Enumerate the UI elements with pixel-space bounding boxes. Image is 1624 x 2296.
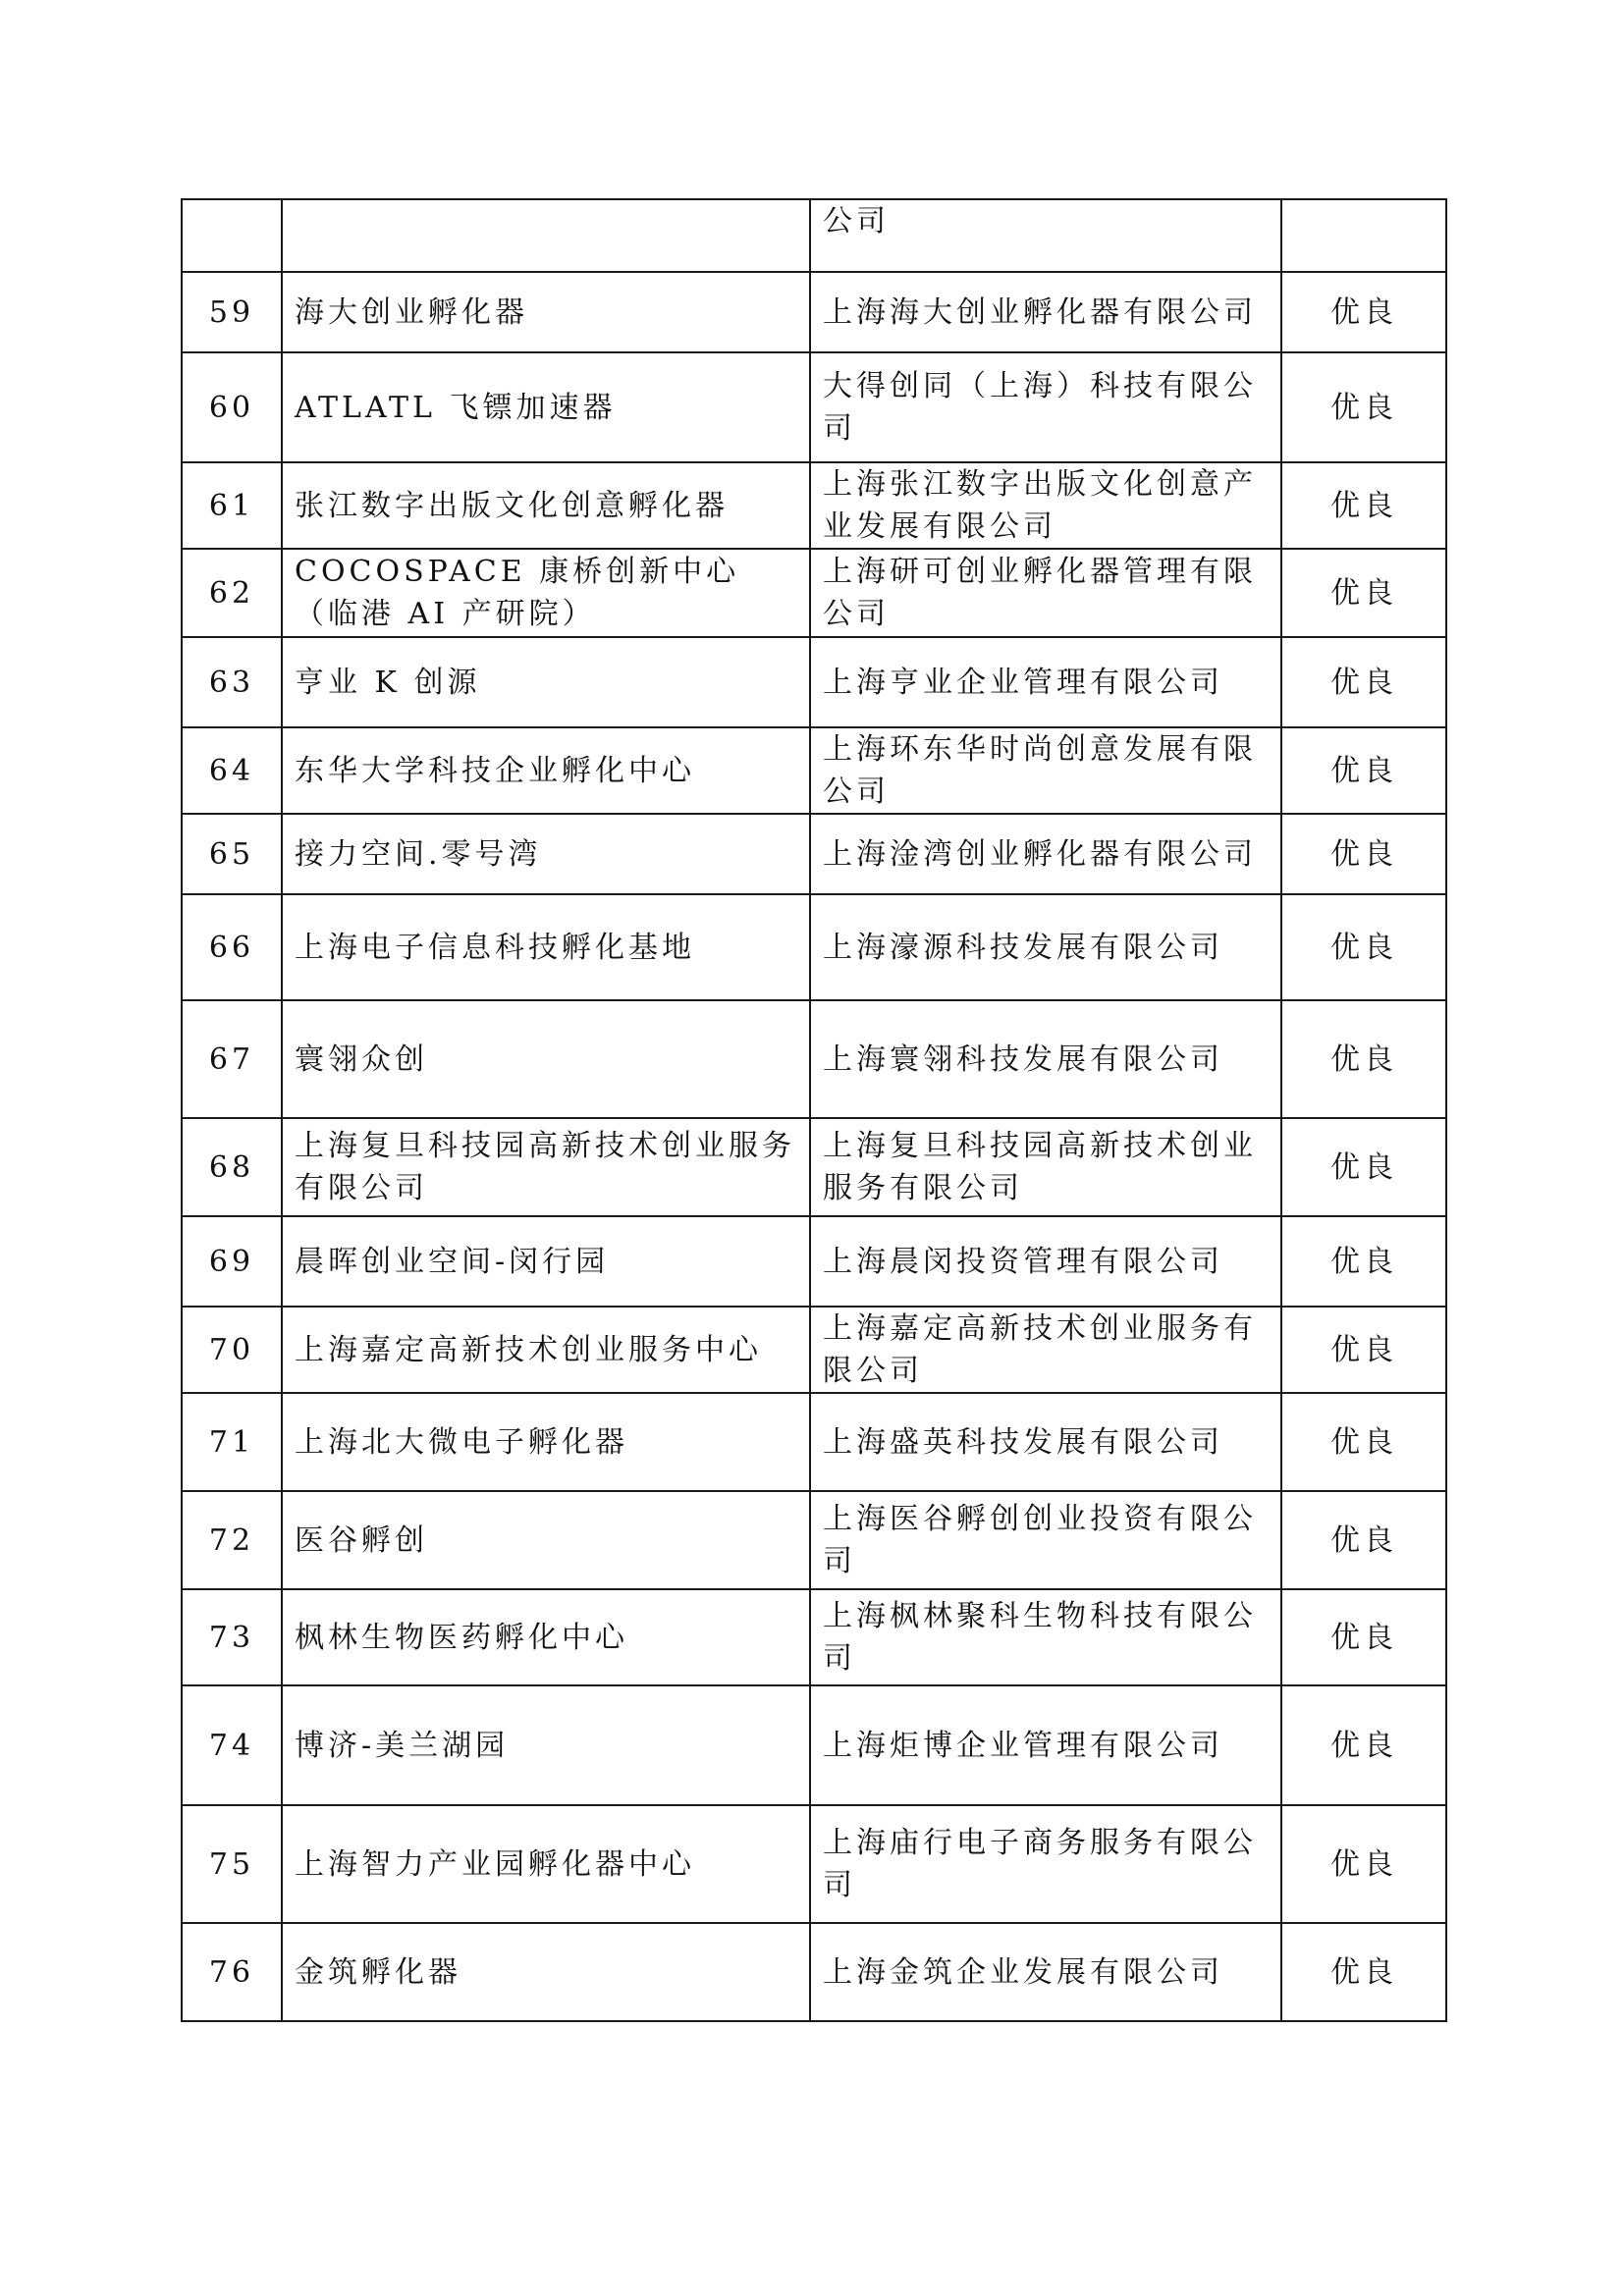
operating-company: 上海嘉定高新技术创业服务有限公司: [810, 1307, 1281, 1393]
operating-company: 上海金筑企业发展有限公司: [810, 1923, 1281, 2021]
row-number: 76: [182, 1923, 282, 2021]
operating-company: 上海张江数字出版文化创意产业发展有限公司: [810, 462, 1281, 549]
rating: 优良: [1281, 1307, 1446, 1393]
table-row: [182, 894, 1446, 1000]
incubator-name: [282, 199, 810, 272]
rating: 优良: [1281, 1589, 1446, 1685]
row-number: 65: [182, 814, 282, 894]
row-number: 70: [182, 1307, 282, 1393]
row-number: 73: [182, 1589, 282, 1685]
operating-company: 上海晨闵投资管理有限公司: [810, 1216, 1281, 1307]
table-row: [182, 1393, 1446, 1491]
rating: 优良: [1281, 1805, 1446, 1923]
incubator-name: 张江数字出版文化创意孵化器: [282, 462, 810, 549]
table-row: [182, 637, 1446, 727]
rating: 优良: [1281, 549, 1446, 637]
operating-company: 上海庙行电子商务服务有限公司: [810, 1805, 1281, 1923]
incubator-name: 寰翎众创: [282, 1000, 810, 1118]
rating: 优良: [1281, 1000, 1446, 1118]
operating-company: 上海濠源科技发展有限公司: [810, 894, 1281, 1000]
rating: 优良: [1281, 727, 1446, 814]
table-row: [182, 1216, 1446, 1307]
incubator-name: ATLATL 飞镖加速器: [282, 352, 810, 462]
table-row: [182, 814, 1446, 894]
row-number: 72: [182, 1491, 282, 1589]
table-row: [182, 272, 1446, 352]
rating: 优良: [1281, 352, 1446, 462]
table-row: [182, 352, 1446, 462]
table-row: [182, 549, 1446, 637]
row-number: 66: [182, 894, 282, 1000]
incubator-name: 上海电子信息科技孵化基地: [282, 894, 810, 1000]
rating: 优良: [1281, 1491, 1446, 1589]
table-row: [182, 1589, 1446, 1685]
row-number: 63: [182, 637, 282, 727]
row-number: 61: [182, 462, 282, 549]
row-number: 69: [182, 1216, 282, 1307]
rating: 优良: [1281, 1216, 1446, 1307]
table-row: [182, 1685, 1446, 1805]
rating: 优良: [1281, 1923, 1446, 2021]
operating-company: 上海研可创业孵化器管理有限公司: [810, 549, 1281, 637]
operating-company: 大得创同（上海）科技有限公司: [810, 352, 1281, 462]
rating: 优良: [1281, 272, 1446, 352]
incubator-name: COCOSPACE 康桥创新中心（临港 AI 产研院）: [282, 549, 810, 637]
row-number: 71: [182, 1393, 282, 1491]
operating-company: 上海淦湾创业孵化器有限公司: [810, 814, 1281, 894]
operating-company: 上海盛英科技发展有限公司: [810, 1393, 1281, 1491]
row-number: 60: [182, 352, 282, 462]
table-row: [182, 462, 1446, 549]
rating: 优良: [1281, 462, 1446, 549]
incubator-rating-table: [181, 198, 1447, 2022]
incubator-name: 晨晖创业空间-闵行园: [282, 1216, 810, 1307]
table-row: [182, 1491, 1446, 1589]
rating: 优良: [1281, 1393, 1446, 1491]
incubator-name: 金筑孵化器: [282, 1923, 810, 2021]
incubator-name: 上海复旦科技园高新技术创业服务有限公司: [282, 1118, 810, 1216]
rating: 优良: [1281, 1685, 1446, 1805]
incubator-name: 博济-美兰湖园: [282, 1685, 810, 1805]
operating-company: 上海海大创业孵化器有限公司: [810, 272, 1281, 352]
table-row: [182, 199, 1446, 272]
rating: 优良: [1281, 894, 1446, 1000]
row-number: 75: [182, 1805, 282, 1923]
incubator-name: 海大创业孵化器: [282, 272, 810, 352]
operating-company: 上海医谷孵创创业投资有限公司: [810, 1491, 1281, 1589]
table-row: [182, 1805, 1446, 1923]
table-row: [182, 727, 1446, 814]
row-number: 62: [182, 549, 282, 637]
incubator-name: 接力空间.零号湾: [282, 814, 810, 894]
table-row: [182, 1000, 1446, 1118]
incubator-name: 上海嘉定高新技术创业服务中心: [282, 1307, 810, 1393]
rating: 优良: [1281, 637, 1446, 727]
row-number: 67: [182, 1000, 282, 1118]
incubator-name: 亨业 K 创源: [282, 637, 810, 727]
incubator-name: 上海智力产业园孵化器中心: [282, 1805, 810, 1923]
operating-company: 上海亨业企业管理有限公司: [810, 637, 1281, 727]
row-number: 74: [182, 1685, 282, 1805]
operating-company: 上海复旦科技园高新技术创业服务有限公司: [810, 1118, 1281, 1216]
row-number: 59: [182, 272, 282, 352]
rating: [1281, 199, 1446, 272]
incubator-name: 东华大学科技企业孵化中心: [282, 727, 810, 814]
row-number: 68: [182, 1118, 282, 1216]
row-number: [182, 199, 282, 272]
operating-company: 上海寰翎科技发展有限公司: [810, 1000, 1281, 1118]
rating: 优良: [1281, 814, 1446, 894]
table-row: [182, 1307, 1446, 1393]
operating-company: 上海炬博企业管理有限公司: [810, 1685, 1281, 1805]
row-number: 64: [182, 727, 282, 814]
incubator-name: 上海北大微电子孵化器: [282, 1393, 810, 1491]
table-row: [182, 1923, 1446, 2021]
operating-company: 上海枫林聚科生物科技有限公司: [810, 1589, 1281, 1685]
operating-company: 公司: [810, 199, 1281, 272]
table-row: [182, 1118, 1446, 1216]
operating-company: 上海环东华时尚创意发展有限公司: [810, 727, 1281, 814]
rating: 优良: [1281, 1118, 1446, 1216]
incubator-name: 枫林生物医药孵化中心: [282, 1589, 810, 1685]
incubator-name: 医谷孵创: [282, 1491, 810, 1589]
